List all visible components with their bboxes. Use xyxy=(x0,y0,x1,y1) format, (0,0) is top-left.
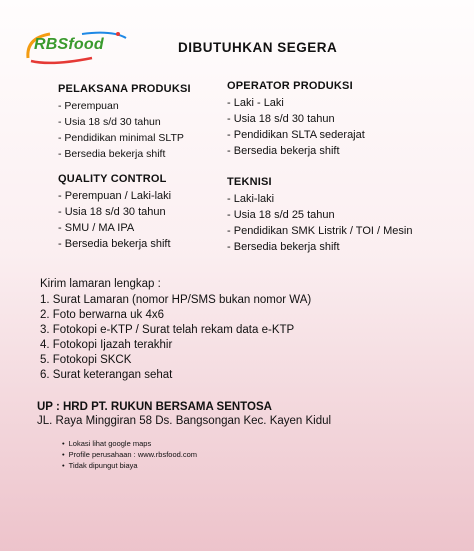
company-logo xyxy=(22,28,132,68)
position-title: OPERATOR PRODUKSI xyxy=(227,80,353,92)
document-item: 4. Fotokopi Ijazah terakhir xyxy=(40,339,173,351)
requirement-item: - Usia 18 s/d 30 tahun xyxy=(227,111,427,127)
page-title: DIBUTUHKAN SEGERA xyxy=(178,40,338,55)
requirement-item: - Pendidikan minimal SLTP xyxy=(58,130,258,146)
requirement-item: - Perempuan xyxy=(58,98,258,114)
requirement-list xyxy=(227,95,427,159)
document-item: 5. Fotokopi SKCK xyxy=(40,354,132,366)
document-item: 2. Foto berwarna uk 4x6 xyxy=(40,309,165,321)
document-item: 1. Surat Lamaran (nomor HP/SMS bukan nomor WA) xyxy=(40,294,312,306)
requirement-item: - Bersedia bekerja shift xyxy=(58,146,258,162)
requirement-item: - Perempuan / Laki-laki xyxy=(58,188,258,204)
application-documents-list xyxy=(40,293,311,383)
requirement-item: - Bersedia bekerja shift xyxy=(227,143,427,159)
requirement-item: - Usia 18 s/d 30 tahun xyxy=(58,204,258,220)
position-title: QUALITY CONTROL xyxy=(58,173,167,185)
requirement-item: - Bersedia bekerja shift xyxy=(58,236,258,252)
requirement-item: - Laki - Laki xyxy=(227,95,427,111)
application-section xyxy=(40,278,311,383)
note-item: • Lokasi lihat google maps xyxy=(62,438,197,449)
position-teknisi xyxy=(227,176,427,255)
requirement-item: - Usia 18 s/d 30 tahun xyxy=(58,114,258,130)
document-item: 3. Fotokopi e-KTP / Surat telah rekam data e-KTP xyxy=(40,324,295,336)
note-item: • Profile perusahaan : www.rbsfood.com xyxy=(62,449,197,460)
requirement-item: - Laki-laki xyxy=(227,191,427,207)
position-title: TEKNISI xyxy=(227,176,272,188)
requirement-item: - Pendidikan SMK Listrik / TOI / Mesin xyxy=(227,223,427,239)
requirement-item: - SMU / MA IPA xyxy=(58,220,258,236)
company-address: JL. Raya Minggiran 58 Ds. Bangsongan Kec. Kayen Kidul xyxy=(37,415,332,427)
requirement-item: - Pendidikan SLTA sederajat xyxy=(227,127,427,143)
application-intro: Kirim lamaran lengkap : xyxy=(40,278,161,290)
logo-text: RBSfood xyxy=(34,36,104,53)
requirement-item: - Usia 18 s/d 25 tahun xyxy=(227,207,427,223)
requirement-item: - Bersedia bekerja shift xyxy=(227,239,427,255)
position-operator-produksi xyxy=(227,80,427,159)
note-item: • Tidak dipungut biaya xyxy=(62,460,197,471)
requirement-list xyxy=(227,191,427,255)
notes-list xyxy=(62,438,197,471)
recipient-line: UP : HRD PT. RUKUN BERSAMA SENTOSA xyxy=(37,401,272,413)
position-title: PELAKSANA PRODUKSI xyxy=(58,83,191,95)
document-item: 6. Surat keterangan sehat xyxy=(40,369,173,381)
